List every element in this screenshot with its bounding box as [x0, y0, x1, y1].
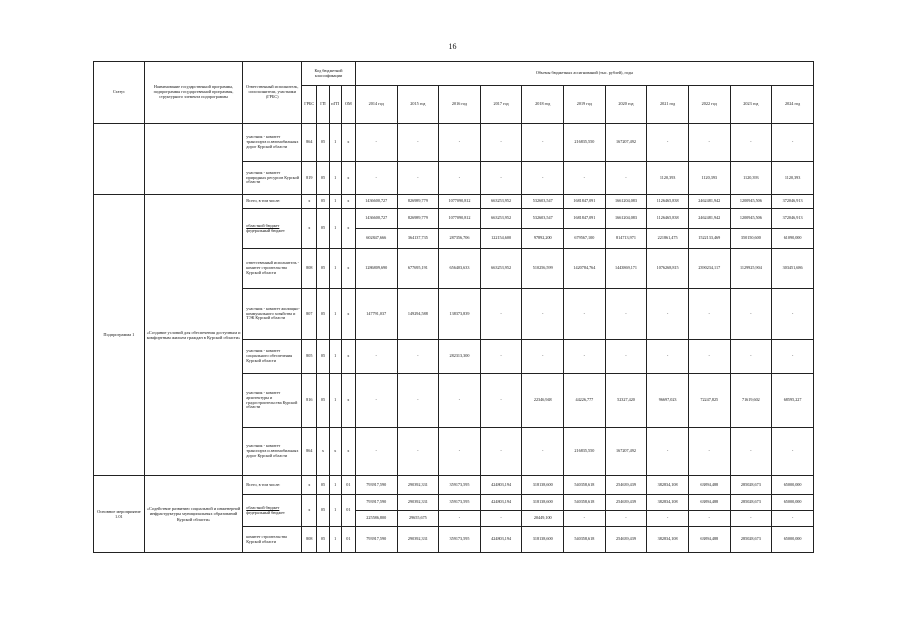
code-cell: 05: [317, 527, 329, 553]
header-code-group: Код бюджетной классификации: [302, 62, 356, 86]
code-cell: 1: [329, 340, 341, 374]
regional-value-cell: 63894,488: [688, 495, 730, 511]
code-cell: 05: [317, 289, 329, 340]
name-cell: [144, 124, 243, 195]
regional-value-cell: 540358,618: [564, 495, 606, 511]
value-cell: -: [688, 289, 730, 340]
value-cell: -: [522, 124, 564, 162]
regional-value-cell: 1661204,083: [605, 209, 647, 229]
value-cell: 282313,300: [439, 340, 481, 374]
value-cell: 1120,393: [647, 162, 689, 195]
value-cell: -: [564, 162, 606, 195]
header-name: Наименование государственной программы, подпрограммы государственной программы, структурного элемента подпрограммы: [144, 62, 243, 124]
code-cell: х: [341, 209, 355, 249]
federal-value-cell: 61090,000: [772, 229, 814, 249]
federal-value-cell: 97892,200: [522, 229, 564, 249]
federal-value-cell: 225586,800: [355, 511, 397, 527]
code-cell: 864: [302, 124, 317, 162]
value-cell: 532603,547: [522, 195, 564, 209]
value-cell: 1120,393: [688, 162, 730, 195]
value-cell: 254639,439: [605, 476, 647, 495]
federal-value-cell: 1522133,469: [688, 229, 730, 249]
code-cell: 01: [341, 476, 355, 495]
executor-cell: участник - комитет природных ресурсов Курской области: [243, 162, 302, 195]
value-cell: -: [605, 162, 647, 195]
value-cell: -: [688, 124, 730, 162]
value-cell: -: [522, 428, 564, 476]
name-cell: «Создание условий для обеспечения доступным и комфортным жильем граждан в Курской области»: [144, 195, 243, 476]
code-cell: 819: [302, 162, 317, 195]
value-cell: 424803,194: [480, 527, 522, 553]
value-cell: 1681847,091: [564, 195, 606, 209]
federal-value-cell: -: [480, 511, 522, 527]
code-cell: 1: [329, 289, 341, 340]
executor-cell: участник - комитет транспорта и автомобильных дорог Курской области: [243, 124, 302, 162]
value-cell: -: [605, 340, 647, 374]
header-year: 2014 год: [355, 86, 397, 124]
value-cell: 71619,602: [730, 374, 772, 428]
value-cell: -: [397, 162, 439, 195]
budget-executor-cell: [243, 495, 302, 527]
value-cell: -: [730, 124, 772, 162]
name-cell: «Содействие развитию социальной и инженерной инфраструктуры муниципальных образований Курской области»: [144, 476, 243, 553]
table-row: [94, 476, 814, 495]
value-cell: 290392,331: [397, 476, 439, 495]
regional-value-cell: 793917,590: [355, 495, 397, 511]
value-cell: 510256,599: [522, 249, 564, 289]
regional-value-cell: 290392,331: [397, 495, 439, 511]
value-cell: -: [730, 340, 772, 374]
code-cell: х: [341, 249, 355, 289]
page-number: 16: [448, 42, 457, 51]
federal-value-cell: -: [439, 511, 481, 527]
code-cell: 05: [317, 249, 329, 289]
code-cell: 01: [341, 527, 355, 553]
federal-value-cell: 20449,100: [522, 511, 564, 527]
table-row: [94, 124, 814, 162]
value-cell: -: [647, 289, 689, 340]
value-cell: -: [688, 428, 730, 476]
value-cell: -: [564, 340, 606, 374]
executor-cell: комитет строительства Курской области: [243, 527, 302, 553]
value-cell: -: [355, 162, 397, 195]
value-cell: 1120,393: [730, 162, 772, 195]
regional-budget-label: областной бюджет: [246, 222, 280, 228]
code-cell: 1: [329, 495, 341, 527]
value-cell: 663253,952: [480, 249, 522, 289]
executor-cell: участник - комитет жилищно-коммунального хозяйства и ТЭК Курской области: [243, 289, 302, 340]
value-cell: 72247,825: [688, 374, 730, 428]
federal-value-cell: -: [605, 511, 647, 527]
value-cell: -: [522, 289, 564, 340]
executor-cell: ответственный исполнитель - комитет строительства Курской области: [243, 249, 302, 289]
code-cell: х: [302, 195, 317, 209]
value-cell: -: [772, 289, 814, 340]
regional-value-cell: 318138,600: [522, 495, 564, 511]
value-cell: 303451,686: [772, 249, 814, 289]
value-cell: 285028,673: [730, 527, 772, 553]
regional-value-cell: 1077090,812: [439, 209, 481, 229]
header-status: Статус: [94, 62, 145, 124]
value-cell: 793917,590: [355, 527, 397, 553]
value-cell: 793917,590: [355, 476, 397, 495]
code-cell: х: [302, 476, 317, 495]
value-cell: 424803,194: [480, 476, 522, 495]
header-year: 2021 год: [647, 86, 689, 124]
header-year: 2015 год: [397, 86, 439, 124]
value-cell: 149294,588: [397, 289, 439, 340]
code-cell: 05: [317, 476, 329, 495]
value-cell: 359173,595: [439, 527, 481, 553]
value-cell: 216835,550: [564, 428, 606, 476]
value-cell: -: [355, 124, 397, 162]
value-cell: -: [647, 340, 689, 374]
value-cell: 52327,420: [605, 374, 647, 428]
budget-table: [93, 61, 814, 553]
value-cell: -: [480, 124, 522, 162]
federal-value-cell: -: [772, 511, 814, 527]
federal-value-cell: 29655,675: [397, 511, 439, 527]
value-cell: -: [480, 162, 522, 195]
code-cell: 808: [302, 249, 317, 289]
regional-value-cell: 532603,547: [522, 209, 564, 229]
code-cell: х: [329, 428, 341, 476]
code-cell: х: [341, 289, 355, 340]
header-volume-group: Объемы бюджетных ассигнований (тыс. рублей), годы: [355, 62, 813, 86]
code-cell: 807: [302, 289, 317, 340]
federal-value-cell: 350150,600: [730, 229, 772, 249]
value-cell: -: [772, 124, 814, 162]
code-cell: х: [302, 495, 317, 527]
code-cell: 05: [317, 195, 329, 209]
regional-value-cell: 424803,194: [480, 495, 522, 511]
code-cell: 05: [317, 495, 329, 527]
regional-budget-label: областной бюджет: [246, 504, 280, 510]
value-cell: 290392,331: [397, 527, 439, 553]
value-cell: 677695,191: [397, 249, 439, 289]
regional-value-cell: 254639,439: [605, 495, 647, 511]
header-code-pgp: пГП: [329, 86, 341, 124]
code-cell: 1: [329, 476, 341, 495]
federal-value-cell: 221861,475: [647, 229, 689, 249]
value-cell: -: [480, 340, 522, 374]
code-cell: 05: [317, 374, 329, 428]
value-cell: -: [647, 428, 689, 476]
value-cell: -: [564, 289, 606, 340]
value-cell: -: [772, 428, 814, 476]
header-year: 2020 год: [605, 86, 647, 124]
value-cell: 540358,618: [564, 476, 606, 495]
value-cell: -: [439, 124, 481, 162]
header-year: 2018 год: [522, 86, 564, 124]
value-cell: 1129925,904: [730, 249, 772, 289]
value-cell: -: [355, 428, 397, 476]
code-cell: 816: [302, 374, 317, 428]
executor-cell: Всего, в том числе:: [243, 476, 302, 495]
value-cell: -: [730, 289, 772, 340]
executor-cell: участник - комитет архитектуры и градостроительства Курской области: [243, 374, 302, 428]
value-cell: -: [480, 374, 522, 428]
code-cell: х: [341, 340, 355, 374]
federal-value-cell: 679567,100: [564, 229, 606, 249]
federal-budget-label: федеральный бюджет: [246, 227, 285, 233]
federal-value-cell: 287356,706: [439, 229, 481, 249]
value-cell: -: [688, 340, 730, 374]
code-cell: 1: [329, 209, 341, 249]
value-cell: -: [439, 162, 481, 195]
code-cell: 1: [329, 124, 341, 162]
code-cell: х: [341, 374, 355, 428]
code-cell: 805: [302, 340, 317, 374]
value-cell: 2390234,117: [688, 249, 730, 289]
value-cell: 382834,108: [647, 476, 689, 495]
value-cell: 1126465,838: [647, 195, 689, 209]
value-cell: 1443869,171: [605, 249, 647, 289]
value-cell: 826989,779: [397, 195, 439, 209]
code-cell: 01: [341, 495, 355, 527]
federal-value-cell: -: [688, 511, 730, 527]
regional-value-cell: 1126465,838: [647, 209, 689, 229]
value-cell: -: [480, 428, 522, 476]
regional-value-cell: 1681847,091: [564, 209, 606, 229]
value-cell: 1286809,690: [355, 249, 397, 289]
table-body: [94, 124, 814, 553]
code-cell: х: [341, 162, 355, 195]
value-cell: 68595,227: [772, 374, 814, 428]
regional-value-cell: 65000,000: [772, 495, 814, 511]
header-code-grbs: ГРБС: [302, 86, 317, 124]
federal-value-cell: -: [564, 511, 606, 527]
value-cell: -: [522, 162, 564, 195]
value-cell: 254639,439: [605, 527, 647, 553]
value-cell: -: [355, 374, 397, 428]
value-cell: 1436600,727: [355, 195, 397, 209]
value-cell: 22346,948: [522, 374, 564, 428]
code-cell: 05: [317, 124, 329, 162]
code-cell: 05: [317, 209, 329, 249]
value-cell: -: [355, 340, 397, 374]
header-year: 2023 год: [730, 86, 772, 124]
value-cell: 65000,000: [772, 476, 814, 495]
regional-value-cell: 382834,108: [647, 495, 689, 511]
value-cell: -: [730, 428, 772, 476]
value-cell: 372046,913: [772, 195, 814, 209]
value-cell: 63894,488: [688, 527, 730, 553]
regional-value-cell: 1200945,506: [730, 209, 772, 229]
value-cell: 167207,492: [605, 124, 647, 162]
code-cell: х: [302, 209, 317, 249]
federal-value-cell: 122154,600: [480, 229, 522, 249]
header-row-main: [94, 62, 814, 86]
table-row: [94, 195, 814, 209]
value-cell: 318138,600: [522, 476, 564, 495]
value-cell: 1661204,083: [605, 195, 647, 209]
federal-value-cell: -: [647, 511, 689, 527]
value-cell: 663253,952: [480, 195, 522, 209]
regional-value-cell: 285028,673: [730, 495, 772, 511]
header-code-om: ОМ: [341, 86, 355, 124]
code-cell: х: [341, 428, 355, 476]
value-cell: 318138,600: [522, 527, 564, 553]
regional-value-cell: 359173,595: [439, 495, 481, 511]
code-cell: х: [341, 195, 355, 209]
federal-value-cell: -: [730, 511, 772, 527]
value-cell: 96697,023: [647, 374, 689, 428]
value-cell: -: [439, 374, 481, 428]
code-cell: 808: [302, 527, 317, 553]
value-cell: -: [480, 289, 522, 340]
header-year: 2017 год: [480, 86, 522, 124]
federal-value-cell: 364137,735: [397, 229, 439, 249]
budget-executor-cell: [243, 209, 302, 249]
value-cell: 1200945,506: [730, 195, 772, 209]
code-cell: 1: [329, 527, 341, 553]
value-cell: -: [522, 340, 564, 374]
value-cell: 1077090,812: [439, 195, 481, 209]
regional-value-cell: 372046,913: [772, 209, 814, 229]
value-cell: 44226,777: [564, 374, 606, 428]
value-cell: 147791,037: [355, 289, 397, 340]
header-year: 2016 год: [439, 86, 481, 124]
value-cell: 167207,492: [605, 428, 647, 476]
code-cell: 05: [317, 340, 329, 374]
header-year: 2024 год: [772, 86, 814, 124]
header-year: 2019 год: [564, 86, 606, 124]
value-cell: 359173,595: [439, 476, 481, 495]
header-executor: Ответственный исполнитель, соисполнители, участники (ГРБС): [243, 62, 302, 124]
value-cell: 382834,108: [647, 527, 689, 553]
value-cell: -: [605, 289, 647, 340]
header-code-gp: ГП: [317, 86, 329, 124]
federal-value-cell: 814713,971: [605, 229, 647, 249]
value-cell: 63894,488: [688, 476, 730, 495]
value-cell: 285028,673: [730, 476, 772, 495]
regional-value-cell: 826989,779: [397, 209, 439, 229]
status-cell: [94, 124, 145, 195]
value-cell: 65000,000: [772, 527, 814, 553]
value-cell: 1420784,764: [564, 249, 606, 289]
code-cell: 1: [329, 162, 341, 195]
value-cell: -: [772, 340, 814, 374]
value-cell: -: [397, 340, 439, 374]
executor-cell: участник - комитет транспорта и автомобильных дорог Курской области: [243, 428, 302, 476]
code-cell: 1: [329, 249, 341, 289]
value-cell: 2462481,942: [688, 195, 730, 209]
value-cell: 138373,839: [439, 289, 481, 340]
status-cell: Подпрограмма 1: [94, 195, 145, 476]
code-cell: х: [317, 428, 329, 476]
federal-budget-label: федеральный бюджет: [246, 509, 285, 515]
code-cell: 05: [317, 162, 329, 195]
code-cell: 1: [329, 195, 341, 209]
federal-value-cell: 602847,666: [355, 229, 397, 249]
value-cell: -: [397, 428, 439, 476]
value-cell: -: [647, 124, 689, 162]
regional-value-cell: 1436600,727: [355, 209, 397, 229]
executor-cell: участник - комитет социального обеспечения Курской области: [243, 340, 302, 374]
code-cell: х: [341, 124, 355, 162]
value-cell: 1120,393: [772, 162, 814, 195]
code-cell: 864: [302, 428, 317, 476]
value-cell: -: [397, 124, 439, 162]
regional-value-cell: 663253,952: [480, 209, 522, 229]
status-cell: Основное мероприятие 1.01: [94, 476, 145, 553]
value-cell: 540358,618: [564, 527, 606, 553]
regional-value-cell: 2462481,942: [688, 209, 730, 229]
value-cell: 1076268,815: [647, 249, 689, 289]
value-cell: 656403,633: [439, 249, 481, 289]
value-cell: 216835,550: [564, 124, 606, 162]
value-cell: -: [439, 428, 481, 476]
header-year: 2022 год: [688, 86, 730, 124]
value-cell: -: [397, 374, 439, 428]
code-cell: 1: [329, 374, 341, 428]
executor-cell: Всего, в том числе:: [243, 195, 302, 209]
